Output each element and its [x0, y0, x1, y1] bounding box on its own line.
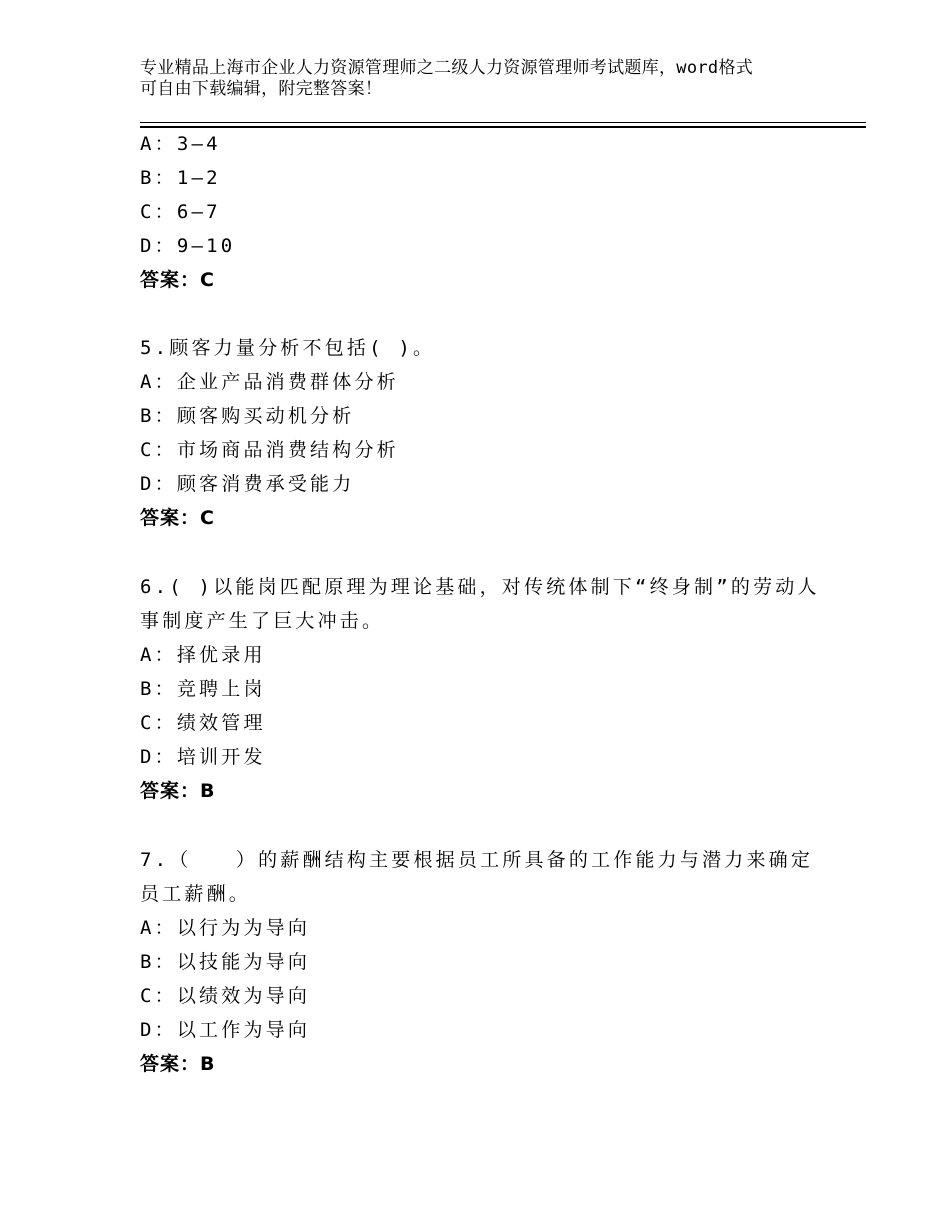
question-7 [140, 843, 840, 1081]
option-d: D：9—10 [140, 235, 236, 257]
option-d: D：以工作为导向 [140, 1019, 311, 1041]
option-b: B：以技能为导向 [140, 951, 311, 973]
header-title-line-1: 专业精品上海市企业人力资源管理师之二级人力资源管理师考试题库，word格式 [140, 58, 754, 78]
option-b: B：1—2 [140, 167, 221, 189]
page-header [140, 58, 840, 100]
question-stem-line-1: 6.( )以能岗匹配原理为理论基础，对传统体制下“终身制”的劳动人 [140, 576, 820, 598]
option-a: A：以行为为导向 [140, 917, 311, 939]
answer: 答案：B [140, 1053, 216, 1075]
question-5 [140, 331, 840, 535]
option-a: A：择优录用 [140, 644, 266, 666]
option-d: D：顾客消费承受能力 [140, 473, 355, 495]
question-stem-line-2: 事制度产生了巨大冲击。 [140, 610, 385, 632]
header-divider-thin [140, 122, 866, 123]
question-stem-line-1: 7.（ ）的薪酬结构主要根据员工所具备的工作能力与潜力来确定 [140, 849, 814, 871]
option-b: B：竞聘上岗 [140, 678, 266, 700]
answer: 答案：C [140, 507, 215, 529]
option-d: D：培训开发 [140, 746, 266, 768]
option-a: A：企业产品消费群体分析 [140, 371, 399, 393]
option-c: C：6—7 [140, 201, 221, 223]
option-c: C：绩效管理 [140, 712, 266, 734]
option-c: C：市场商品消费结构分析 [140, 439, 399, 461]
option-c: C：以绩效为导向 [140, 985, 311, 1007]
answer: 答案：C [140, 269, 215, 291]
option-a: A：3—4 [140, 133, 221, 155]
answer: 答案：B [140, 780, 216, 802]
question-stem-line-2: 员工薪酬。 [140, 883, 252, 905]
question-stem: 5.顾客力量分析不包括( )。 [140, 337, 436, 359]
question-4 [140, 127, 840, 297]
question-6 [140, 570, 840, 808]
option-b: B：顾客购买动机分析 [140, 405, 355, 427]
header-title-line-2: 可自由下载编辑，附完整答案！ [140, 79, 383, 99]
